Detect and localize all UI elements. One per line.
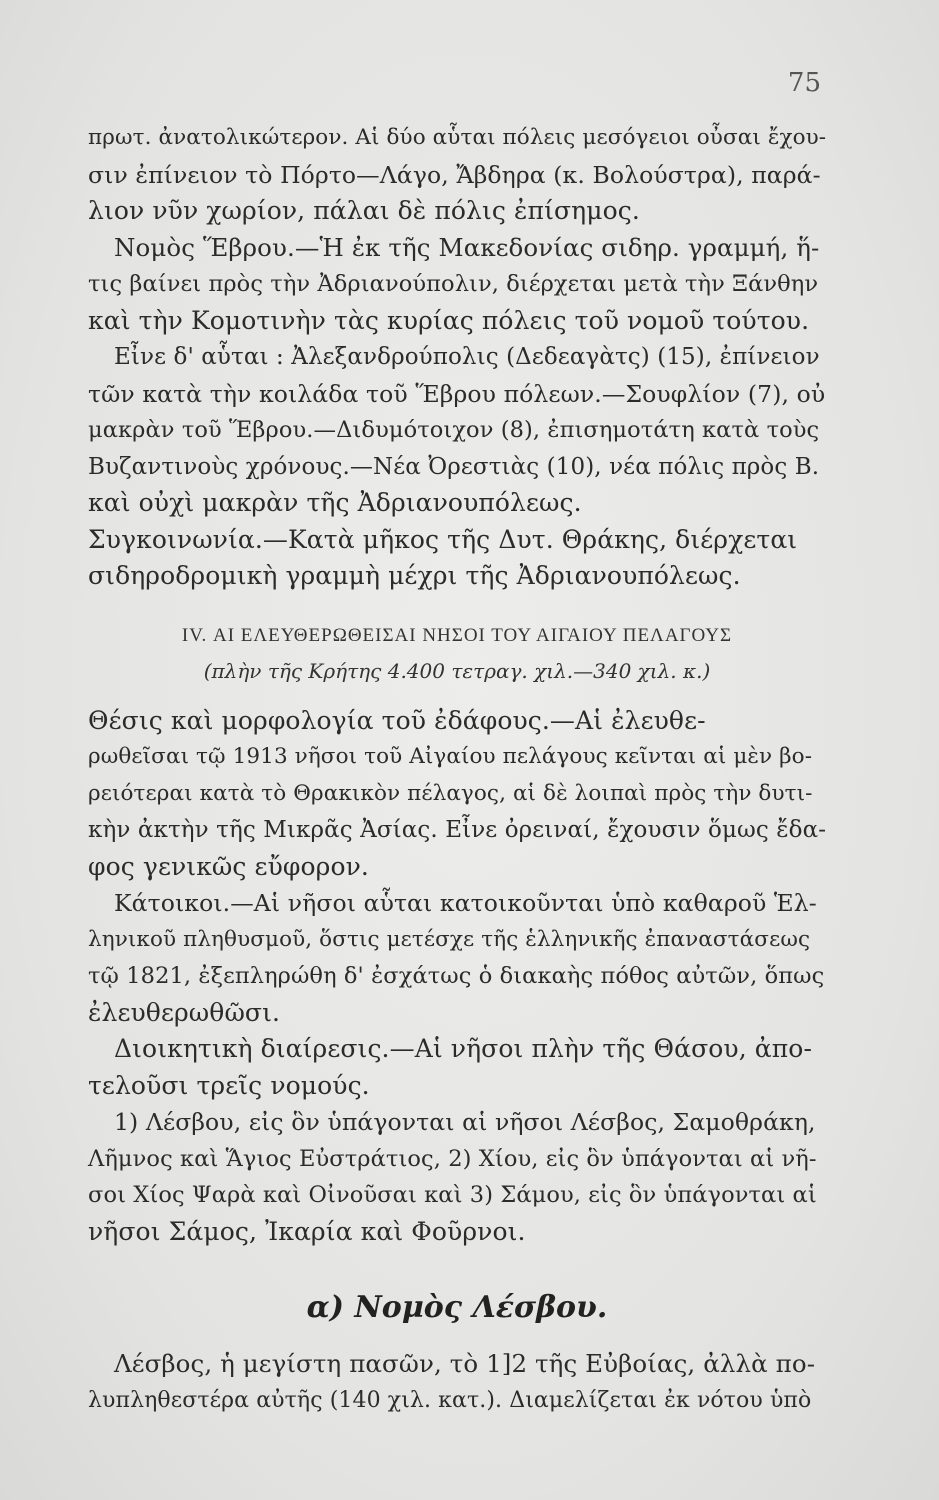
text-line: Νομὸς Ἕβρου.—Ἡ ἐκ τῆς Μακεδονίας σιδηρ. γραμμή, ἥ- bbox=[114, 232, 820, 262]
text-line: 1) Λέσβου, εἰς ὃν ὑπάγονται αἱ νῆσοι Λέσβος, Σαμοθράκη, bbox=[114, 1108, 816, 1136]
text-line: ἐλευθερωθῶσι. bbox=[88, 997, 281, 1027]
text-line: καὶ οὐχὶ μακρὰν τῆς Ἀδριανουπόλεως. bbox=[88, 488, 582, 517]
text-line: τελοῦσι τρεῖς νομούς. bbox=[88, 1070, 370, 1100]
text-line: σιν ἐπίνειον τὸ Πόρτο—Λάγο, Ἄβδηρα (κ. Βολούστρα), παρά- bbox=[88, 160, 821, 189]
text-line: Κάτοικοι.—Αἱ νῆσοι αὗται κατοικοῦνται ὑπὸ καθαροῦ Ἑλ- bbox=[114, 889, 817, 917]
text-line: τῷ 1821, ἐξεπληρώθη δ' ἐσχάτως ὁ διακαὴς πόθος αὐτῶν, ὅπως bbox=[88, 963, 825, 989]
text-line: ρειότεραι κατὰ τὸ Θρακικὸν πέλαγος, αἱ δὲ λοιπαὶ πρὸς τὴν δυτι- bbox=[88, 780, 813, 806]
text-line: Βυζαντινοὺς χρόνους.—Νέα Ὀρεστιὰς (10), νέα πόλις πρὸς Β. bbox=[88, 453, 820, 480]
text-line: Λέσβος, ἡ μεγίστη πασῶν, τὸ 1]2 τῆς Εὐβοίας, ἀλλὰ πο- bbox=[114, 1349, 816, 1378]
text-line: τῶν κατὰ τὴν κοιλάδα τοῦ Ἕβρου πόλεων.—Σουφλίον (7), οὐ bbox=[88, 379, 826, 408]
text-line: ληνικοῦ πληθυσμοῦ, ὅστις μετέσχε τῆς ἑλληνικῆς ἐπαναστάσεως bbox=[88, 926, 811, 952]
text-line: κὴν ἀκτὴν τῆς Μικρᾶς Ἀσίας. Εἶνε ὀρειναί, ἔχουσιν ὅμως ἔδα- bbox=[88, 817, 827, 843]
text-line: Λῆμνος καὶ Ἅγιος Εὐστράτιος, 2) Χίου, εἰς ὃν ὑπάγονται αἱ νῆ- bbox=[88, 1145, 817, 1172]
text-line: Θέσις καὶ μορφολογία τοῦ ἐδάφους.—Αἱ ἐλευθε- bbox=[88, 705, 706, 735]
text-line: Διοικητικὴ διαίρεσις.—Αἱ νῆσοι πλὴν τῆς Θάσου, ἀπο- bbox=[114, 1034, 812, 1063]
text-line: τις βαίνει πρὸς τὴν Ἀδριανούπολιν, διέρχεται μετὰ τὴν Ξάνθην bbox=[88, 271, 819, 297]
text-line: λιον νῦν χωρίον, πάλαι δὲ πόλις ἐπίσημος. bbox=[88, 196, 640, 225]
spacer bbox=[88, 1250, 826, 1284]
text-line: λυπληθεστέρα αὐτῆς (140 χιλ. κατ.). Διαμελίζεται ἐκ νότου ὑπὸ bbox=[88, 1387, 812, 1413]
paragraph-block-middle bbox=[88, 703, 826, 1251]
section-title: α) Νομὸς Λέσβου. bbox=[306, 1290, 608, 1325]
chapter-heading: IV. ΑΙ ΕΛΕΥΘΕΡΩΘΕΙΣΑΙ ΝΗΣΟΙ ΤΟΥ ΑΙΓΑΙΟΥ ΠΕΛΑΓΟΥΣ bbox=[181, 624, 733, 646]
text-line: φος γενικῶς εὔφορον. bbox=[88, 851, 369, 881]
page-text bbox=[88, 120, 826, 1419]
text-line: ρωθεῖσαι τῷ 1913 νῆσοι τοῦ Αἰγαίου πελάγους κεῖνται αἱ μὲν βο- bbox=[88, 744, 813, 769]
spacer bbox=[88, 595, 826, 619]
chapter-subheading: (πλὴν τῆς Κρήτης 4.400 τετραγ. χιλ.—340 χιλ. κ.) bbox=[203, 658, 711, 683]
text-line: Συγκοινωνία.—Κατὰ μῆκος τῆς Δυτ. Θράκης, διέρχεται bbox=[88, 524, 798, 554]
text-line: νῆσοι Σάμος, Ἰκαρία καὶ Φοῦρνοι. bbox=[88, 1216, 526, 1246]
text-line: καὶ τὴν Κομοτινὴν τὰς κυρίας πόλεις τοῦ νομοῦ τούτου. bbox=[88, 305, 810, 335]
text-line: μακρὰν τοῦ Ἕβρου.—Διδυμότοιχον (8), ἐπισημοτάτη κατὰ τοὺς bbox=[88, 417, 820, 443]
spacer bbox=[88, 689, 826, 703]
spacer bbox=[88, 1332, 826, 1346]
text-line: σοι Χίος Ψαρὰ καὶ Οἰνοῦσαι καὶ 3) Σάμου, εἰς ὃν ὑπάγονται αἱ bbox=[88, 1182, 817, 1208]
page-number: 75 bbox=[787, 68, 821, 98]
paragraph-block-bottom bbox=[88, 1346, 826, 1419]
text-line: πρωτ. ἀνατολικώτερον. Αἱ δύο αὗται πόλεις μεσόγειοι οὖσαι ἔχου- bbox=[88, 125, 827, 150]
paragraph-block-top bbox=[88, 120, 826, 595]
text-line: σιδηροδρομικὴ γραμμὴ μέχρι τῆς Ἀδριανουπόλεως. bbox=[88, 561, 741, 590]
text-line: Εἶνε δ' αὗται : Ἀλεξανδρούπολις (Δεδεαγὰτς) (15), ἐπίνειον bbox=[114, 344, 820, 370]
